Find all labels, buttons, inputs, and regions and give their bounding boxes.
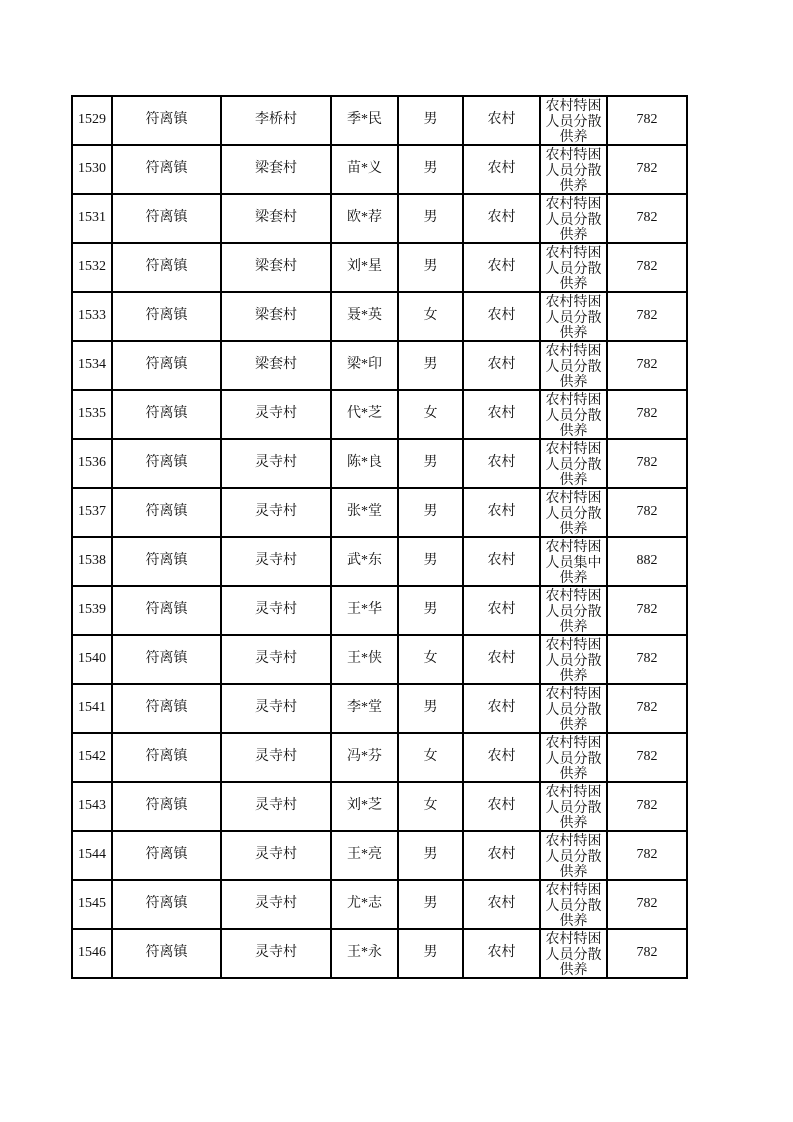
cell-village: 灵寺村 <box>221 537 331 586</box>
table-row <box>72 733 687 782</box>
cell-village: 灵寺村 <box>221 390 331 439</box>
cell-name: 聂*英 <box>331 292 398 341</box>
cell-serial-no: 1546 <box>72 929 112 978</box>
cell-gender: 男 <box>398 684 463 733</box>
cell-care-type <box>540 390 607 439</box>
cell-care-type <box>540 439 607 488</box>
cell-amount: 782 <box>607 96 687 145</box>
cell-town: 符离镇 <box>112 782 221 831</box>
cell-name: 张*堂 <box>331 488 398 537</box>
care-type-text: 农村特困人员分散供养 <box>545 99 602 144</box>
table-row <box>72 684 687 733</box>
cell-care-type <box>540 243 607 292</box>
cell-serial-no: 1543 <box>72 782 112 831</box>
cell-village: 梁套村 <box>221 145 331 194</box>
table-row <box>72 96 687 145</box>
cell-town: 符离镇 <box>112 194 221 243</box>
cell-name: 季*民 <box>331 96 398 145</box>
table-row <box>72 390 687 439</box>
assistance-roster-table <box>71 95 688 979</box>
cell-village: 灵寺村 <box>221 586 331 635</box>
cell-category: 农村 <box>463 194 540 243</box>
cell-name: 王*侠 <box>331 635 398 684</box>
cell-gender: 男 <box>398 96 463 145</box>
cell-gender: 男 <box>398 880 463 929</box>
cell-town: 符离镇 <box>112 684 221 733</box>
care-type-text: 农村特困人员分散供养 <box>545 638 602 683</box>
cell-category: 农村 <box>463 929 540 978</box>
cell-name: 苗*义 <box>331 145 398 194</box>
cell-care-type <box>540 194 607 243</box>
cell-category: 农村 <box>463 145 540 194</box>
cell-town: 符离镇 <box>112 635 221 684</box>
cell-category: 农村 <box>463 292 540 341</box>
cell-serial-no: 1540 <box>72 635 112 684</box>
cell-amount: 882 <box>607 537 687 586</box>
cell-village: 李桥村 <box>221 96 331 145</box>
table-row <box>72 929 687 978</box>
table-row <box>72 341 687 390</box>
table-row <box>72 831 687 880</box>
cell-amount: 782 <box>607 782 687 831</box>
cell-name: 王*华 <box>331 586 398 635</box>
cell-village: 灵寺村 <box>221 880 331 929</box>
cell-village: 灵寺村 <box>221 635 331 684</box>
cell-gender: 女 <box>398 390 463 439</box>
cell-town: 符离镇 <box>112 733 221 782</box>
cell-care-type <box>540 341 607 390</box>
cell-town: 符离镇 <box>112 831 221 880</box>
table-row <box>72 292 687 341</box>
cell-category: 农村 <box>463 243 540 292</box>
cell-name: 代*芝 <box>331 390 398 439</box>
cell-care-type <box>540 782 607 831</box>
cell-name: 刘*星 <box>331 243 398 292</box>
cell-serial-no: 1529 <box>72 96 112 145</box>
cell-serial-no: 1544 <box>72 831 112 880</box>
cell-name: 李*堂 <box>331 684 398 733</box>
cell-gender: 男 <box>398 586 463 635</box>
cell-gender: 女 <box>398 292 463 341</box>
cell-village: 梁套村 <box>221 243 331 292</box>
cell-name: 欧*荐 <box>331 194 398 243</box>
cell-gender: 女 <box>398 733 463 782</box>
cell-town: 符离镇 <box>112 243 221 292</box>
care-type-text: 农村特困人员分散供养 <box>545 834 602 879</box>
cell-town: 符离镇 <box>112 880 221 929</box>
care-type-text: 农村特困人员分散供养 <box>545 344 602 389</box>
care-type-text: 农村特困人员分散供养 <box>545 295 602 340</box>
cell-amount: 782 <box>607 243 687 292</box>
care-type-text: 农村特困人员分散供养 <box>545 246 602 291</box>
cell-care-type <box>540 96 607 145</box>
cell-village: 灵寺村 <box>221 488 331 537</box>
cell-amount: 782 <box>607 733 687 782</box>
cell-gender: 男 <box>398 194 463 243</box>
cell-serial-no: 1537 <box>72 488 112 537</box>
cell-amount: 782 <box>607 439 687 488</box>
care-type-text: 农村特困人员分散供养 <box>545 736 602 781</box>
cell-village: 灵寺村 <box>221 782 331 831</box>
cell-amount: 782 <box>607 194 687 243</box>
cell-gender: 女 <box>398 782 463 831</box>
care-type-text: 农村特困人员分散供养 <box>545 589 602 634</box>
table-row <box>72 586 687 635</box>
cell-town: 符离镇 <box>112 292 221 341</box>
cell-village: 灵寺村 <box>221 733 331 782</box>
cell-category: 农村 <box>463 488 540 537</box>
cell-serial-no: 1532 <box>72 243 112 292</box>
cell-serial-no: 1539 <box>72 586 112 635</box>
cell-serial-no: 1541 <box>72 684 112 733</box>
cell-care-type <box>540 145 607 194</box>
cell-gender: 男 <box>398 831 463 880</box>
care-type-text: 农村特困人员分散供养 <box>545 785 602 830</box>
cell-category: 农村 <box>463 439 540 488</box>
cell-gender: 男 <box>398 145 463 194</box>
cell-amount: 782 <box>607 145 687 194</box>
cell-care-type <box>540 488 607 537</box>
table-row <box>72 537 687 586</box>
cell-name: 王*永 <box>331 929 398 978</box>
cell-gender: 男 <box>398 439 463 488</box>
cell-serial-no: 1545 <box>72 880 112 929</box>
cell-town: 符离镇 <box>112 929 221 978</box>
care-type-text: 农村特困人员分散供养 <box>545 148 602 193</box>
cell-town: 符离镇 <box>112 145 221 194</box>
table-row <box>72 635 687 684</box>
cell-gender: 男 <box>398 488 463 537</box>
cell-care-type <box>540 586 607 635</box>
cell-amount: 782 <box>607 929 687 978</box>
cell-care-type <box>540 537 607 586</box>
table-row <box>72 488 687 537</box>
cell-name: 王*亮 <box>331 831 398 880</box>
cell-category: 农村 <box>463 782 540 831</box>
cell-category: 农村 <box>463 635 540 684</box>
cell-serial-no: 1535 <box>72 390 112 439</box>
cell-gender: 男 <box>398 929 463 978</box>
cell-category: 农村 <box>463 684 540 733</box>
cell-amount: 782 <box>607 292 687 341</box>
cell-serial-no: 1536 <box>72 439 112 488</box>
table-row <box>72 194 687 243</box>
cell-care-type <box>540 733 607 782</box>
table-row <box>72 439 687 488</box>
cell-town: 符离镇 <box>112 488 221 537</box>
cell-category: 农村 <box>463 880 540 929</box>
cell-serial-no: 1534 <box>72 341 112 390</box>
cell-town: 符离镇 <box>112 390 221 439</box>
care-type-text: 农村特困人员集中供养 <box>545 540 602 585</box>
cell-category: 农村 <box>463 537 540 586</box>
cell-name: 梁*印 <box>331 341 398 390</box>
care-type-text: 农村特困人员分散供养 <box>545 687 602 732</box>
cell-town: 符离镇 <box>112 439 221 488</box>
cell-gender: 男 <box>398 243 463 292</box>
cell-serial-no: 1531 <box>72 194 112 243</box>
cell-gender: 男 <box>398 537 463 586</box>
cell-serial-no: 1533 <box>72 292 112 341</box>
cell-amount: 782 <box>607 390 687 439</box>
cell-serial-no: 1530 <box>72 145 112 194</box>
cell-village: 梁套村 <box>221 292 331 341</box>
care-type-text: 农村特困人员分散供养 <box>545 197 602 242</box>
table-row <box>72 243 687 292</box>
cell-care-type <box>540 635 607 684</box>
cell-amount: 782 <box>607 880 687 929</box>
cell-village: 灵寺村 <box>221 831 331 880</box>
cell-name: 尤*志 <box>331 880 398 929</box>
cell-name: 武*东 <box>331 537 398 586</box>
cell-name: 冯*芬 <box>331 733 398 782</box>
cell-village: 灵寺村 <box>221 684 331 733</box>
cell-village: 梁套村 <box>221 194 331 243</box>
cell-village: 灵寺村 <box>221 439 331 488</box>
cell-village: 灵寺村 <box>221 929 331 978</box>
cell-category: 农村 <box>463 733 540 782</box>
cell-care-type <box>540 929 607 978</box>
cell-care-type <box>540 831 607 880</box>
care-type-text: 农村特困人员分散供养 <box>545 442 602 487</box>
cell-amount: 782 <box>607 635 687 684</box>
cell-town: 符离镇 <box>112 586 221 635</box>
table-row <box>72 145 687 194</box>
cell-gender: 女 <box>398 635 463 684</box>
cell-category: 农村 <box>463 831 540 880</box>
cell-serial-no: 1538 <box>72 537 112 586</box>
cell-name: 刘*芝 <box>331 782 398 831</box>
cell-amount: 782 <box>607 684 687 733</box>
care-type-text: 农村特困人员分散供养 <box>545 491 602 536</box>
cell-care-type <box>540 292 607 341</box>
cell-category: 农村 <box>463 390 540 439</box>
care-type-text: 农村特困人员分散供养 <box>545 393 602 438</box>
table-row <box>72 782 687 831</box>
cell-amount: 782 <box>607 831 687 880</box>
cell-serial-no: 1542 <box>72 733 112 782</box>
cell-category: 农村 <box>463 341 540 390</box>
cell-gender: 男 <box>398 341 463 390</box>
care-type-text: 农村特困人员分散供养 <box>545 932 602 977</box>
cell-amount: 782 <box>607 586 687 635</box>
cell-care-type <box>540 880 607 929</box>
cell-category: 农村 <box>463 96 540 145</box>
cell-village: 梁套村 <box>221 341 331 390</box>
cell-town: 符离镇 <box>112 96 221 145</box>
cell-care-type <box>540 684 607 733</box>
cell-town: 符离镇 <box>112 341 221 390</box>
cell-category: 农村 <box>463 586 540 635</box>
table-row <box>72 880 687 929</box>
care-type-text: 农村特困人员分散供养 <box>545 883 602 928</box>
cell-amount: 782 <box>607 488 687 537</box>
cell-amount: 782 <box>607 341 687 390</box>
cell-town: 符离镇 <box>112 537 221 586</box>
cell-name: 陈*良 <box>331 439 398 488</box>
